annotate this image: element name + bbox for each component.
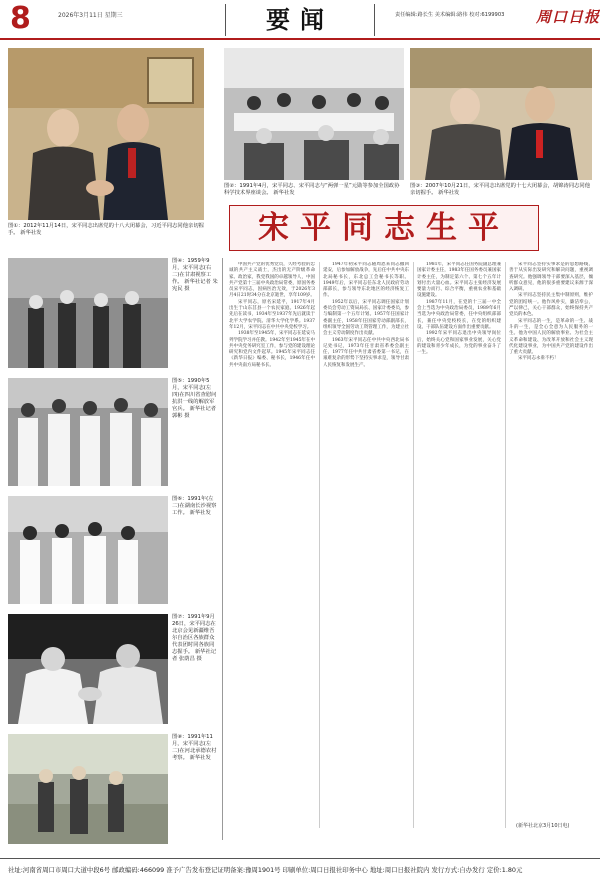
article-column-4	[509, 262, 593, 818]
article-paragraph: 1938年至1945年，宋平同志在延安马列学院学习并任教。1942年至1945年在中共中央党务研究室工作，参与党的建设理论研究和党内文件起草。1945年宋平同志任《新华日报》编委、秘书长，1946年任中共中央南方局秘书长。	[229, 331, 315, 368]
photo-caption-4: 图④：1959年9月，宋平同志(右二)在甘肃视察工作。 新华社记者 朱宪民 摄	[172, 258, 218, 292]
photo-caption-5: 图⑤：1990年5月，宋平同志(左四)在四川省查慰问抗洪一线的解放军官兵。 新华社记者 郭彬 摄	[172, 378, 217, 419]
article-column-3	[417, 262, 501, 828]
article-paragraph: 1963年宋平同志任中共中央西北局书记处书记，1973年任甘肃省革委会副主任，1977年任中共甘肃省委第一书记，在艰难复杂的形势下坚持实事求是，领导甘肃人民恢复和发展生产。	[323, 337, 409, 368]
article-paragraph: 宋平同志的一生，是革命的一生、战斗的一生，是全心全意为人民服务的一生。他为中国人民的解放事业、为社会主义革命和建设、为改革开放和社会主义现代化建设事业，为中国共产党的建设作出了重大贡献。	[509, 318, 593, 356]
article-paragraph: 中国共产党的优秀党员，久经考验的忠诚的共产主义战士，杰出的无产阶级革命家、政治家，我党我国的卓越领导人，中国共产党第十三届中央政治局常委，原国务委员宋平同志，因病医治无效，于2026年3月4日21时34分在北京逝世，享年109岁。	[229, 262, 315, 299]
photo-handshake-2012	[8, 48, 204, 220]
main-title-banner	[229, 205, 539, 251]
article-paragraph: 1992年宋平同志退出中央领导岗位后，始终关心党和国家事业发展，关心党的建设和青少年成长，为党的事业奋斗了一生。	[417, 331, 501, 356]
photo-caption-8: 图⑧：1991年11月，宋平同志(左二)在河北承德农村考察。 新华社发	[172, 734, 217, 761]
photo-caption-3: 图③：2007年10月21日，宋平同志出席党的十七大闭幕会，胡锦涛同志同他亲切握手。 新华社发	[410, 183, 591, 196]
article-column-2	[323, 262, 409, 828]
page-number: 8	[10, 1, 31, 36]
photo-caption-2: 图②：1991年4月，宋平同志、宋平同志与“两弹一星”元勋等参加全国政协科学技术界座谈会。 新华社发	[224, 183, 400, 196]
article-paragraph: 1947年初宋平同志随周恩来同志撤回延安，后参加解放战争，先后任中共中央东北局秘书长，东北总工会秘书长等职。1949年后，宋平同志任东北人民政府劳动部部长，参与领导东北地区的经济恢复工作。	[323, 262, 409, 299]
paper-logo: 周口日报	[536, 8, 600, 26]
photo-gansu-1959	[8, 258, 168, 368]
photo-sichuan-1990	[8, 378, 168, 486]
article-paragraph: 1981年，宋平同志任国务院副总理兼国家计委主任，1983年任国务委员兼国家计委主任，为制定第六个、第七个五年计划付出大量心血。宋平同志主张经济发展要量力而行、综合平衡，重视农业和基础设施建设。	[417, 262, 501, 299]
article-sign-off: (新华社北京3月10日电)	[516, 823, 570, 829]
article-paragraph: 宋平同志，原名宋延平，1917年4月出生于山东莒县一个农民家庭。1926年起先后在读书，1934年至1937年先后就读于北平大学农学院、清华大学化学系。1937年12月，宋平同志在中共中央党校学习。	[229, 299, 315, 330]
footer-imprint: 社址:河南省周口市周口大道中段6号 邮政编码:466099 准予广告发布登记证明备案:豫周1901号 印刷单位:周口日报社印务中心 地址:周口日报社院内 发行方式:自办发行 定价:1.80元	[8, 866, 523, 874]
section-title: 要闻	[266, 5, 334, 34]
editor-credits: 责任编辑:路长生 美术编辑:路伟 校对:6199903	[395, 12, 505, 18]
photo-caption-1: 图①：2012年11月14日，宋平同志出席党的十八大闭幕会，习近平同志同他亲切握手。 新华社发	[8, 223, 204, 236]
photo-caption-6: 图⑥：1991年(左二)在湖南长沙视察工作。 新华社发	[172, 496, 217, 516]
section-header	[225, 4, 375, 36]
article-paragraph: 宋平同志坚持民主集中制原则，维护党的团结统一。他作风朴实，廉洁奉公，严以律己，关心干部群众，始终保持共产党员的本色。	[509, 293, 593, 318]
photo-handshake-2007	[410, 48, 592, 180]
column-divider	[222, 258, 223, 840]
photo-meeting-1991	[224, 48, 404, 180]
article-paragraph: 1952年以后，宋平同志调任国家计划委员会劳动工资局局长、国家计委委员，参与编制第一个五年计划。1957年任国家计委副主任，1958年任国家劳动部副部长，组织领导全国劳动工资管理工作，为建立社会主义劳动制度作出贡献。	[323, 299, 409, 337]
photo-hunan-1991	[8, 496, 168, 604]
column-rule	[319, 262, 320, 828]
photo-xinjiang-1991	[8, 614, 168, 724]
article-paragraph: 1987年11月，在党的十三届一中全会上当选为中央政治局委员，1989年6月当选为中央政治局常委，任中央组织部部长，兼任中央党校校长，在党的组织建设、干部队伍建设方面作出重要贡献。	[417, 299, 501, 330]
photo-hebei-1991	[8, 734, 168, 844]
footer	[0, 858, 600, 883]
column-rule	[505, 262, 506, 828]
article-column-1	[229, 262, 315, 828]
column-rule	[413, 262, 414, 828]
issue-date: 2026年3月11日 星期三	[58, 12, 123, 19]
article-paragraph: 宋平同志永垂不朽！	[518, 356, 559, 362]
photo-caption-7: 图⑦：1991年9月26日，宋平同志在北京会见新疆维吾尔自治区各族群众代表团时同各族同志握手。 新华社记者 张荫昌 摄	[172, 614, 217, 662]
masthead	[0, 0, 600, 40]
main-title: 宋平同志生平	[258, 210, 510, 246]
article-paragraph: 宋平同志坚持实事求是的思想路线，善于从实际出发研究和解决问题，重视调查研究。他强调领导干部要深入基层，倾听群众意见，他的很多重要建议来源于深入调研。	[509, 262, 593, 293]
